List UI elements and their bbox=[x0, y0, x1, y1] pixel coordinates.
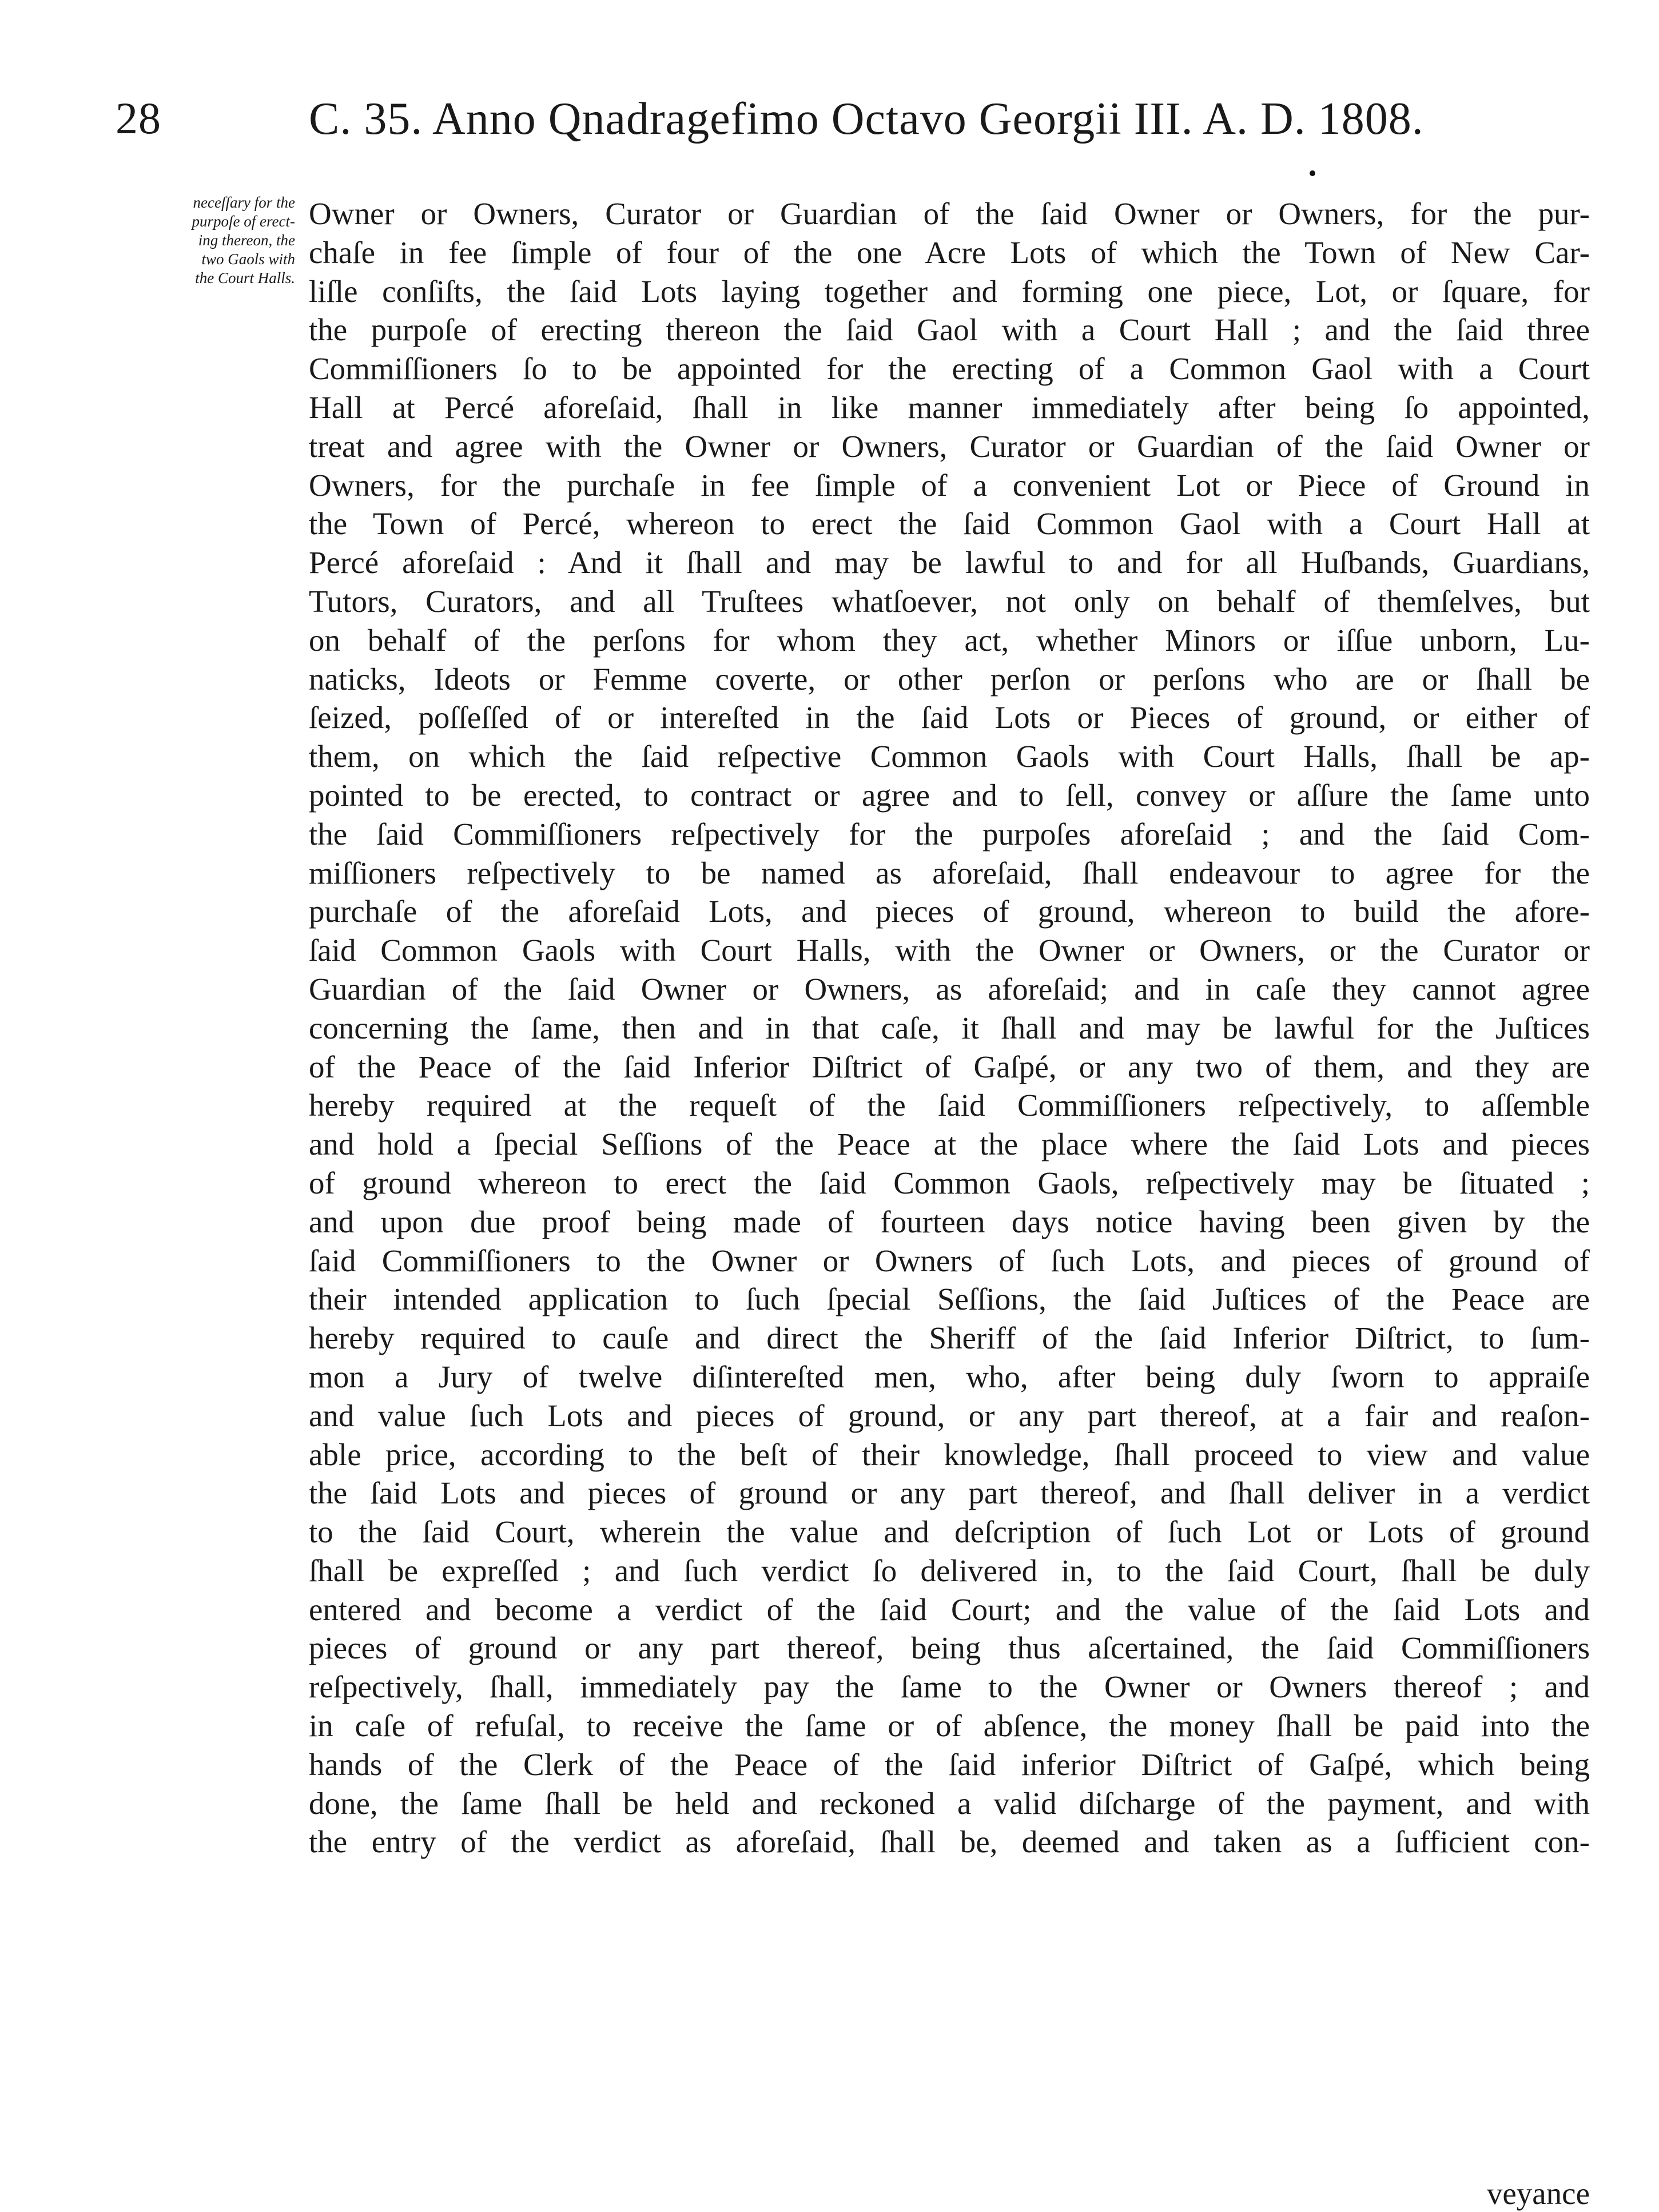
text-line: them, on which the ſaid reſpective Common Gaols with Court Halls, ſhall be ap- bbox=[309, 739, 1590, 774]
text-line: Tutors, Curators, and all Truſtees whatſoever, not only on behalf of themſelves, but bbox=[309, 583, 1590, 619]
text-line: the Town of Percé, whereon to erect the ſaid Common Gaol with a Court Hall at bbox=[309, 506, 1590, 542]
text-line: pointed to be erected, to contract or agree and to ſell, convey or aſſure the ſame unto bbox=[309, 777, 1590, 813]
text-line: on behalf of the perſons for whom they act, whether Minors or iſſue unborn, Lu- bbox=[309, 622, 1590, 658]
text-line: liſle conſiſts, the ſaid Lots laying together and forming one piece, Lot, or ſquare, for bbox=[309, 273, 1590, 309]
text-line: the ſaid Commiſſioners reſpectively for the purpoſes aforeſaid ; and the ſaid Com- bbox=[309, 816, 1590, 852]
text-line: the entry of the verdict as aforeſaid, ſhall be, deemed and taken as a ſufficient con- bbox=[309, 1824, 1590, 1860]
margin-note-line: neceſſary for the bbox=[193, 194, 295, 211]
text-line: of ground whereon to erect the ſaid Common Gaols, reſpectively may be ſituated ; bbox=[309, 1165, 1590, 1200]
text-line: purchaſe of the aforeſaid Lots, and pieces of ground, whereon to build the afore- bbox=[309, 894, 1590, 929]
text-line: of the Peace of the ſaid Inferior Diſtrict of Gaſpé, or any two of them, and they are bbox=[309, 1049, 1590, 1084]
text-line: chaſe in fee ſimple of four of the one Acre Lots of which the Town of New Car- bbox=[309, 234, 1590, 270]
text-line: the ſaid Lots and pieces of ground or any part thereof, and ſhall deliver in a verdict bbox=[309, 1475, 1590, 1511]
page-number: 28 bbox=[116, 93, 161, 143]
text-line: miſſioners reſpectively to be named as aforeſaid, ſhall endeavour to agree for the bbox=[309, 855, 1590, 890]
margin-note-line: ing thereon, the bbox=[198, 232, 295, 249]
text-line: done, the ſame ſhall be held and reckoned a valid diſcharge of the payment, and with bbox=[309, 1785, 1590, 1821]
margin-note bbox=[106, 193, 295, 288]
text-line: to the ſaid Court, wherein the value and deſcription of ſuch Lot or Lots of ground bbox=[309, 1514, 1590, 1550]
margin-note-line: two Gaols with bbox=[201, 250, 295, 268]
ink-speck bbox=[1310, 170, 1315, 176]
text-line: the purpoſe of erecting thereon the ſaid Gaol with a Court Hall ; and the ſaid three bbox=[309, 312, 1590, 348]
margin-note-line: the Court Halls. bbox=[195, 269, 295, 287]
text-line: hereby required to cauſe and direct the Sheriff of the ſaid Inferior Diſtrict, to ſum- bbox=[309, 1320, 1590, 1356]
text-line: and upon due proof being made of fourteen days notice having been given by the bbox=[309, 1204, 1590, 1239]
text-line: Owners, for the purchaſe in fee ſimple of a convenient Lot or Piece of Ground in bbox=[309, 467, 1590, 503]
text-line: hereby required at the requeſt of the ſaid Commiſſioners reſpectively, to aſſemble bbox=[309, 1088, 1590, 1123]
body-text bbox=[309, 194, 1590, 1861]
text-line: ſhall be expreſſed ; and ſuch verdict ſo delivered in, to the ſaid Court, ſhall be duly bbox=[309, 1553, 1590, 1588]
text-line: able price, according to the beſt of their knowledge, ſhall proceed to view and value bbox=[309, 1437, 1590, 1472]
text-line: Owner or Owners, Curator or Guardian of the ſaid Owner or Owners, for the pur- bbox=[309, 196, 1590, 231]
text-line: Guardian of the ſaid Owner or Owners, as aforeſaid; and in caſe they cannot agree bbox=[309, 971, 1590, 1006]
text-line: mon a Jury of twelve diſintereſted men, who, after being duly ſworn to appraiſe bbox=[309, 1359, 1590, 1394]
text-line: and value ſuch Lots and pieces of ground, or any part thereof, at a fair and reaſon- bbox=[309, 1398, 1590, 1433]
text-line: and hold a ſpecial Seſſions of the Peace at the place where the ſaid Lots and pieces bbox=[309, 1127, 1590, 1162]
text-line: ſeized, poſſeſſed of or intereſted in the ſaid Lots or Pieces of ground, or either of bbox=[309, 700, 1590, 735]
text-line: ſaid Common Gaols with Court Halls, with the Owner or Owners, or the Curator or bbox=[309, 933, 1590, 968]
text-line: Percé aforeſaid : And it ſhall and may be lawful to and for all Huſbands, Guardians, bbox=[309, 545, 1590, 580]
text-line: their intended application to ſuch ſpecial Seſſions, the ſaid Juſtices of the Peace are bbox=[309, 1282, 1590, 1317]
text-line: pieces of ground or any part thereof, being thus aſcertained, the ſaid Commiſſioners bbox=[309, 1630, 1590, 1666]
text-line: hands of the Clerk of the Peace of the ſaid inferior Diſtrict of Gaſpé, which being bbox=[309, 1746, 1590, 1782]
text-line: reſpectively, ſhall, immediately pay the ſame to the Owner or Owners thereof ; and bbox=[309, 1669, 1590, 1705]
running-head: C. 35. Anno Qnadragefimo Octavo Georgii III. A. D. 1808. bbox=[309, 94, 1424, 144]
text-line: in caſe of refuſal, to receive the ſame or of abſence, the money ſhall be paid into the bbox=[309, 1708, 1590, 1744]
text-line: Commiſſioners ſo to be appointed for the erecting of a Common Gaol with a Court bbox=[309, 351, 1590, 387]
margin-note-line: purpoſe of erect- bbox=[192, 213, 295, 230]
text-line: treat and agree with the Owner or Owners, Curator or Guardian of the ſaid Owner or bbox=[309, 428, 1590, 464]
text-line: ſaid Commiſſioners to the Owner or Owners of ſuch Lots, and pieces of ground of bbox=[309, 1243, 1590, 1278]
text-line: entered and become a verdict of the ſaid Court; and the value of the ſaid Lots and bbox=[309, 1592, 1590, 1627]
text-line: concerning the ſame, then and in that caſe, it ſhall and may be lawful for the Juſtices bbox=[309, 1010, 1590, 1045]
catchword: veyance bbox=[1486, 2176, 1590, 2211]
text-line: naticks, Ideots or Femme coverte, or other perſon or perſons who are or ſhall be bbox=[309, 661, 1590, 697]
text-line: Hall at Percé aforeſaid, ſhall in like manner immediately after being ſo appointed, bbox=[309, 389, 1590, 425]
